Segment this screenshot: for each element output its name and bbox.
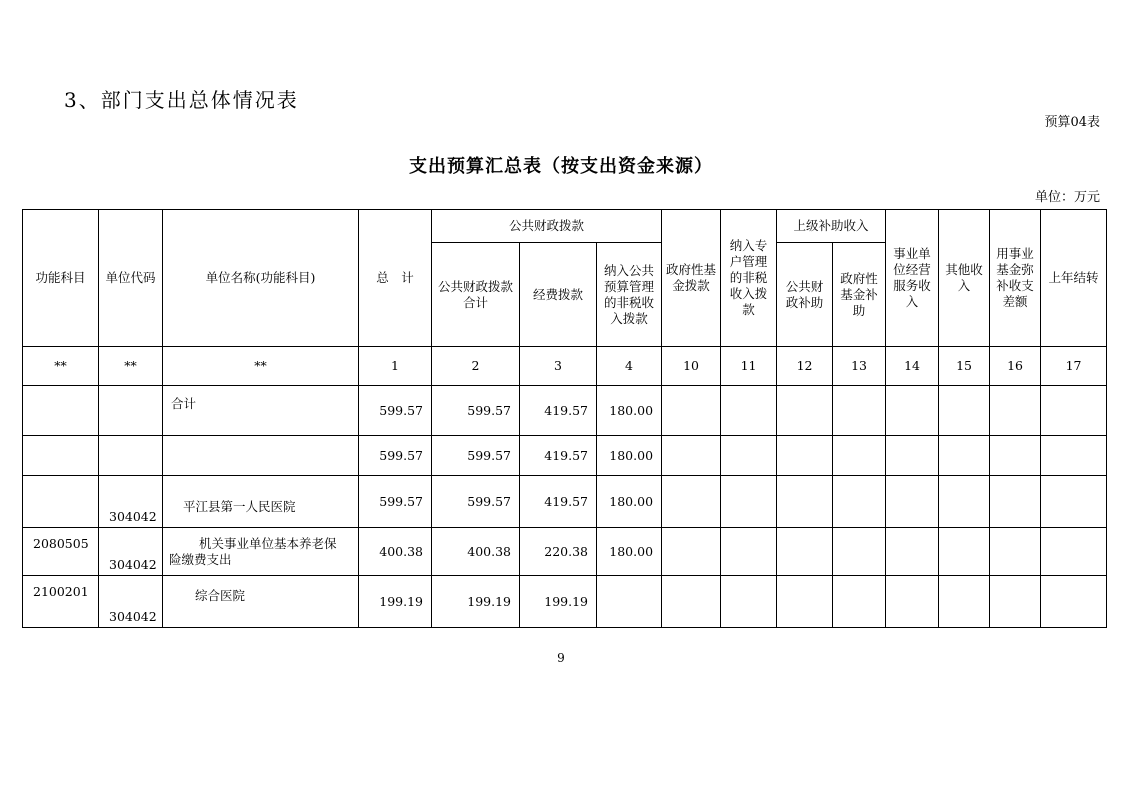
empty-cell [721,528,777,576]
table-row [23,436,1107,476]
name-cell: 合计 [163,386,359,436]
index-cell: 10 [662,347,721,386]
name-cell [163,436,359,476]
header-business-income: 事业单位经营服务收入 [886,210,939,347]
pf-total-cell: 599.57 [432,436,520,476]
empty-cell [662,476,721,528]
pf-total-cell: 599.57 [432,386,520,436]
total-cell: 599.57 [359,476,432,528]
code-cell [99,436,163,476]
non-tax-cell: 180.00 [597,436,662,476]
header-carryover: 上年结转 [1041,210,1107,347]
empty-cell [833,476,886,528]
empty-cell [990,436,1041,476]
empty-cell [886,386,939,436]
header-unit-name: 单位名称(功能科目) [163,210,359,347]
pf-total-cell: 599.57 [432,476,520,528]
empty-cell [939,386,990,436]
code-cell: 304042 [99,528,163,576]
empty-cell [662,576,721,628]
header-gov-fund: 政府性基金拨款 [662,210,721,347]
funding-cell: 419.57 [520,436,597,476]
index-cell: 2 [432,347,520,386]
index-cell: ** [99,347,163,386]
code-cell [99,386,163,436]
table-row [23,576,1107,628]
empty-cell [662,528,721,576]
header-gov-fund-subsidy: 政府性基金补助 [833,243,886,347]
funding-cell: 419.57 [520,386,597,436]
index-cell: ** [23,347,99,386]
empty-cell [833,576,886,628]
index-cell: 13 [833,347,886,386]
empty-cell [662,436,721,476]
total-cell: 400.38 [359,528,432,576]
name-cell: 综合医院 [163,576,359,628]
func-cell [23,436,99,476]
header-funding: 经费拨款 [520,243,597,347]
empty-cell [886,576,939,628]
empty-cell [721,436,777,476]
pf-total-cell: 199.19 [432,576,520,628]
pf-total-cell: 400.38 [432,528,520,576]
page-number: 9 [557,651,565,665]
funding-cell: 220.38 [520,528,597,576]
name-line: 机关事业单位基本养老保 [199,535,337,551]
empty-cell [990,576,1041,628]
empty-cell [721,576,777,628]
header-unit-code: 单位代码 [99,210,163,347]
empty-cell [1041,476,1107,528]
total-cell: 599.57 [359,386,432,436]
expenditure-summary-table [22,209,1107,628]
empty-cell [1041,436,1107,476]
empty-cell [886,436,939,476]
empty-cell [990,386,1041,436]
table-row [23,528,1107,576]
empty-cell [939,528,990,576]
code-cell: 304042 [99,476,163,528]
index-cell: 1 [359,347,432,386]
empty-cell [662,386,721,436]
empty-cell [939,576,990,628]
func-cell [23,476,99,528]
header-superior-subsidy: 上级补助收入 [777,210,886,243]
empty-cell [777,476,833,528]
empty-cell [939,476,990,528]
section-title: 3、部门支出总体情况表 [64,88,299,112]
header-public-finance-total: 公共财政拨款合计 [432,243,520,347]
total-cell: 599.57 [359,436,432,476]
non-tax-cell: 180.00 [597,476,662,528]
empty-cell [886,528,939,576]
name-line: 险缴费支出 [169,551,232,567]
name-cell [163,528,359,576]
unit-label: 单位：万元 [1034,190,1100,205]
header-func-subject: 功能科目 [23,210,99,347]
header-fund-offset: 用事业基金弥补收支差额 [990,210,1041,347]
index-cell: 3 [520,347,597,386]
non-tax-cell [597,576,662,628]
empty-cell [886,476,939,528]
index-cell: 14 [886,347,939,386]
column-index-row [23,347,1107,386]
empty-cell [833,386,886,436]
empty-cell [721,476,777,528]
table-title: 支出预算汇总表（按支出资金来源） [409,156,713,177]
empty-cell [990,528,1041,576]
empty-cell [777,436,833,476]
table-row-total [23,386,1107,436]
func-cell: 2080505 [23,528,99,576]
total-cell: 199.19 [359,576,432,628]
header-public-subsidy: 公共财政补助 [777,243,833,347]
empty-cell [1041,386,1107,436]
table-row [23,476,1107,528]
index-cell: 16 [990,347,1041,386]
header-row-main [23,210,1107,243]
index-cell: 4 [597,347,662,386]
non-tax-cell: 180.00 [597,528,662,576]
form-code: 预算04表 [1044,115,1100,130]
index-cell: 12 [777,347,833,386]
func-cell: 2100201 [23,576,99,628]
empty-cell [1041,528,1107,576]
header-public-finance: 公共财政拨款 [432,210,662,243]
header-non-tax: 纳入公共预算管理的非税收入拨款 [597,243,662,347]
func-cell [23,386,99,436]
empty-cell [990,476,1041,528]
funding-cell: 199.19 [520,576,597,628]
header-other-income: 其他收入 [939,210,990,347]
funding-cell: 419.57 [520,476,597,528]
name-cell: 平江县第一人民医院 [163,476,359,528]
non-tax-cell: 180.00 [597,386,662,436]
index-cell: 15 [939,347,990,386]
empty-cell [1041,576,1107,628]
empty-cell [939,436,990,476]
header-special-non-tax: 纳入专户管理的非税收入拨款 [721,210,777,347]
empty-cell [721,386,777,436]
index-cell: ** [163,347,359,386]
index-cell: 11 [721,347,777,386]
empty-cell [777,528,833,576]
code-cell: 304042 [99,576,163,628]
empty-cell [777,386,833,436]
empty-cell [777,576,833,628]
index-cell: 17 [1041,347,1107,386]
empty-cell [833,436,886,476]
empty-cell [833,528,886,576]
header-total: 总 计 [359,210,432,347]
